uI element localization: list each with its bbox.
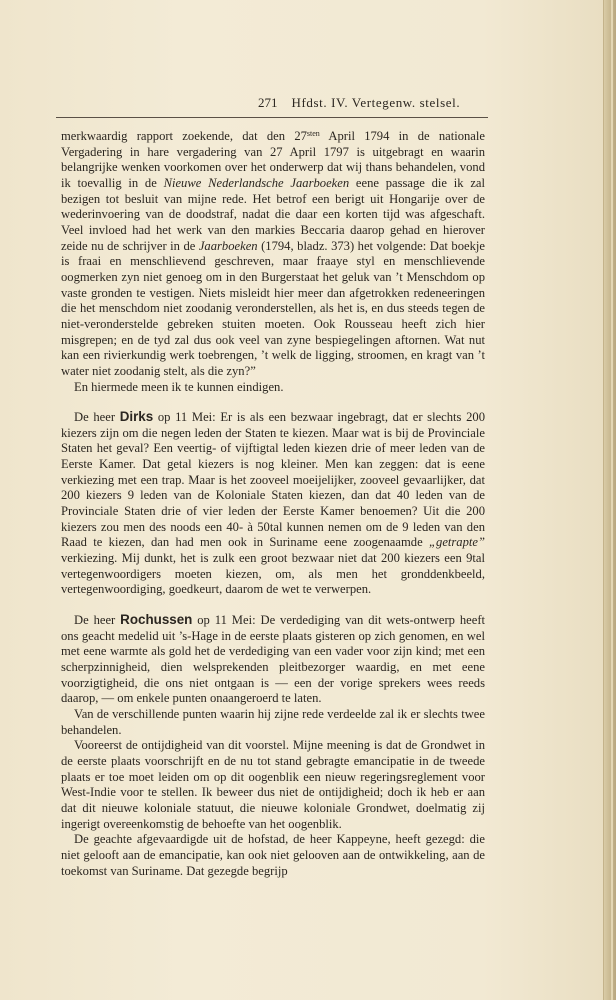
text-run: op 11 Mei: Er is als een bezwaar ingebragt, dat er slechts 200 kiezers zijn om die negen leden der Staten te kiezen. Maar wat is bij de Provinciale Staten het geval? Een veertig- of vijftigtal leden kiezen drie of meer leden van de Eerste Kamer. Dat getal kiezers is nog kleiner. Men kan zeggen: dat is eene verkiezing met een trap. Maar is het zooveel moeijelijker, zooveel gevaarlijker, dat 200 kiezers 9 leden van de Koloniale Staten kiezen, dan dat 40 leden van de Provinciale Staten drie of vier leden der Eerste Kamer benoemen? Uit die 200 kiezers zou men des noods een 40- à 50tal kunnen nemen om de 9 leden van den Raad te kiezen, dan had men ook in Suriname eene zoogenaamde: [61, 410, 485, 550]
text-run: (1794, bladz. 373) het volgende: Dat boekje is fraai en menschlievend geschreven, maar fraaye styl en menschlievende oogmerken zyn niet genoeg om in den Burgerstaat het geluk van ’t Menschdom op vaste gronden te vestigen. Niets misleidt hier meer dan afgetrokken redeneeringen die het menschdom niet zoodanig veronderstellen, als het is, en dus steeds tegen de niet-veronderstelde gebreken stuiten moeten. Ook Rousseau heeft zich hier misgrepen; en de tyd zal dus ook veel van zyne bespiegelingen aftornen. Wat nut kan een rivierkundig werk toebrengen, ’t welk de ligging, stroomen, en kragt van ’t water niet zoodanig stelt, als die zyn?”: [61, 238, 485, 378]
paragraph: [61, 380, 485, 396]
paragraph: [61, 738, 485, 832]
body-text: [61, 129, 485, 879]
page-edge-highlight: [611, 0, 613, 1000]
text-run: verkiezing. Mij dunkt, het is zulk een groot bezwaar niet dat 200 kiezers een 9tal vertegenwoordigers moeten kiezen, om, als men het gronddenkbeeld, vertegenwoordiging, goedkeurt, daarom de wet te verwerpen.: [61, 551, 485, 597]
text-run: op 11 Mei: De verdediging van dit wets-ontwerp heeft ons geacht medelid uit ’s-Hage in de eerste plaats gisteren op zich genomen, en wel met eene warmte als gold het de verdediging van een vader voor zijn kind; met een scherpzinnigheid, dien welsprekenden pleitbezorger waardig, en met eene voorzigtigheid, die ons niet ontgaan is — een der vorige sprekers wees reeds daarop, — om enkele punten onaangeroerd te laten.: [61, 613, 486, 706]
paragraph: [61, 707, 485, 738]
speaker-name: Dirks: [119, 409, 154, 425]
text-run: merkwaardig rapport zoekende, dat den 27: [61, 129, 307, 143]
text-run: April 1794 in de nationale Vergadering in hare vergadering van 27 April 1797 is uitgebragt en waarin belangrijke wenken voorkomen over het onderwerp dat wij thans behandelen, vond ik toevallig in de: [61, 129, 485, 190]
paragraph: [61, 129, 485, 380]
text-run: Vooreerst de ontijdigheid van dit voorstel. Mijne meening is dat de Grondwet in de eerste plaats voorschrijft en de nu tot stand gebragte emancipatie in de tweede plaats er toe moet leiden om op dit oogenblik een nieuw regeringsreglement voor West-Indie voor te stellen. Ik beweer dus niet de ontijdigheid; doch ik heb er aan dat dit nieuwe koloniale statuut, die nieuwe koloniale Grondwet, doelmatig zij ingerigt overeenkomstig de behoefte van het oogenblik.: [61, 738, 485, 831]
header-rule: [56, 117, 488, 118]
text-run: eene passage die ik zal bezigen tot besluit van mijne rede. Het betrof een berigt uit Hongarije over de wederinvoering van de doodstraf, nadat die daar een korten tijd was afgeschaft. Veel invloed had het werk van den markies Beccaria daarop gehad en hierover zeide nu de schrijver in de: [61, 175, 485, 253]
italic-text: Jaarboeken: [198, 238, 258, 253]
paragraph: [61, 612, 485, 707]
text-run: De heer: [74, 410, 120, 425]
paragraph: [61, 832, 485, 879]
page-number: 271: [258, 95, 278, 110]
superscript: sten: [306, 129, 320, 138]
italic-text: Nieuwe Nederlandsche Jaarboeken: [163, 175, 350, 190]
speaker-name: Rochussen: [120, 612, 193, 628]
text-run: De heer: [74, 613, 121, 628]
text-run: Van de verschillende punten waarin hij zijne rede verdeelde zal ik er slechts twee behandelen.: [61, 706, 485, 737]
chapter-title: Hfdst. IV. Vertegenw. stelsel.: [291, 95, 461, 110]
italic-text: „getrapte”: [429, 535, 485, 550]
page-edge: [603, 0, 616, 1000]
text-run: En hiermede meen ik te kunnen eindigen.: [74, 379, 284, 394]
running-header: [258, 95, 492, 113]
paragraph: [61, 409, 485, 598]
text-run: De geachte afgevaardigde uit de hofstad, de heer Kappeyne, heeft gezegd: die niet gelooft aan de emancipatie, kan ook niet gelooven aan de ontwikkeling, aan de toekomst van Suriname. Dat gezegde begrijp: [61, 832, 485, 878]
